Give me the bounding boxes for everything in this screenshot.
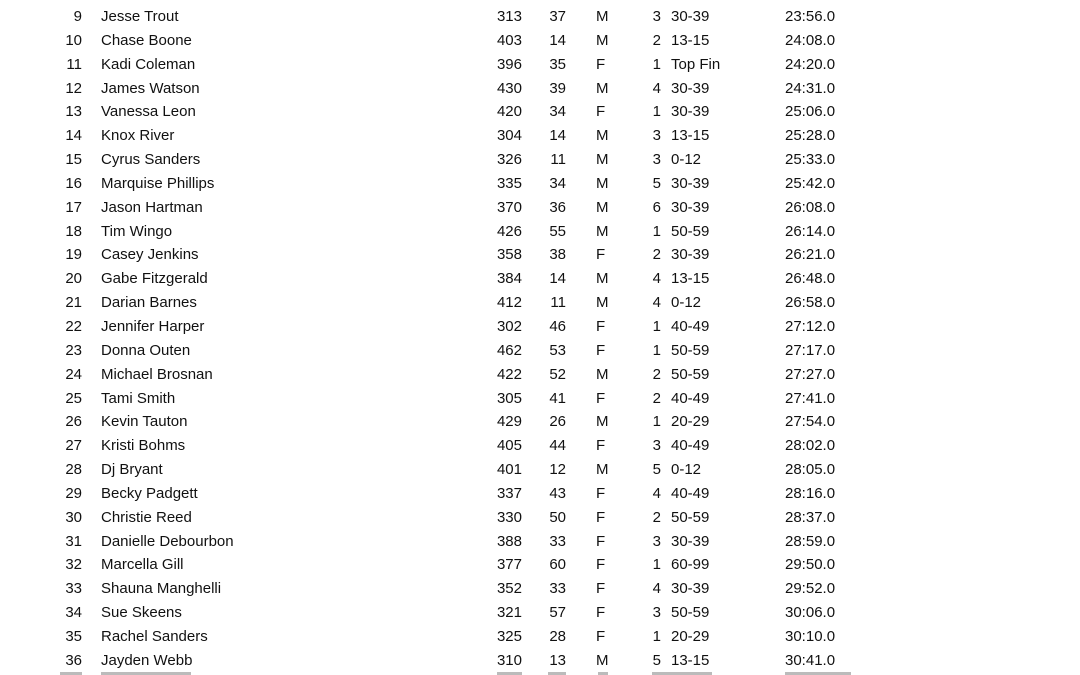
age-group: 20-29 xyxy=(671,413,710,431)
overall-place: 26 xyxy=(65,413,82,431)
overall-place: 33 xyxy=(65,580,82,598)
age-group: 50-59 xyxy=(671,222,710,240)
runner-name: Chase Boone xyxy=(101,31,192,49)
finish-time: 30:06.0 xyxy=(785,604,836,622)
finish-time: 27:27.0 xyxy=(785,365,836,383)
runner-age: 60 xyxy=(549,556,566,574)
runner-age: 57 xyxy=(549,604,566,622)
division-place: 4 xyxy=(652,270,661,288)
bib-number: 401 xyxy=(496,461,522,479)
runner-sex: F xyxy=(596,508,606,526)
runner-name: Vanessa Leon xyxy=(101,103,196,121)
runner-sex: F xyxy=(596,317,606,335)
runner-age: 13 xyxy=(549,651,566,669)
division-place: 1 xyxy=(652,55,661,73)
finish-time: 27:54.0 xyxy=(785,413,836,431)
runner-age: 11 xyxy=(550,151,566,169)
age-group: 30-39 xyxy=(671,103,710,121)
age-group: 40-49 xyxy=(671,437,710,455)
division-place: 5 xyxy=(652,461,661,479)
overall-place: 30 xyxy=(65,508,82,526)
runner-name: Jayden Webb xyxy=(101,651,193,669)
age-group: 40-49 xyxy=(671,317,710,335)
finish-time: 30:10.0 xyxy=(785,627,836,645)
age-group: 50-59 xyxy=(671,365,710,383)
finish-time: 27:41.0 xyxy=(785,389,836,407)
finish-time: 24:31.0 xyxy=(785,79,836,97)
division-place: 4 xyxy=(652,79,661,97)
overall-place: 31 xyxy=(65,532,82,550)
runner-sex: F xyxy=(596,627,606,645)
finish-time: 28:16.0 xyxy=(785,484,836,502)
result-row xyxy=(0,506,1080,530)
finish-time: 25:42.0 xyxy=(785,174,836,192)
runner-age: 14 xyxy=(549,127,566,145)
overall-place: 28 xyxy=(65,461,82,479)
runner-sex: M xyxy=(596,413,609,431)
runner-age: 41 xyxy=(549,389,566,407)
age-group: 50-59 xyxy=(671,341,710,359)
age-group: 13-15 xyxy=(671,31,710,49)
finish-time: 25:33.0 xyxy=(785,151,836,169)
runner-sex: M xyxy=(596,8,609,25)
age-group: 40-49 xyxy=(671,389,710,407)
age-group: Top Fin xyxy=(671,55,721,73)
finish-time: 27:12.0 xyxy=(785,317,836,335)
bib-number: 370 xyxy=(496,198,522,216)
result-row xyxy=(0,625,1080,649)
result-row xyxy=(0,291,1080,315)
runner-sex: M xyxy=(596,270,609,288)
overall-place: 19 xyxy=(65,246,82,264)
runner-sex: F xyxy=(596,389,606,407)
result-row xyxy=(0,339,1080,363)
age-group: 13-15 xyxy=(671,127,710,145)
bib-number: 422 xyxy=(496,365,522,383)
overall-place: 13 xyxy=(65,103,82,121)
division-place: 1 xyxy=(652,556,661,574)
finish-time: 26:48.0 xyxy=(785,270,836,288)
result-row xyxy=(0,458,1080,482)
finish-time: 28:05.0 xyxy=(785,461,836,479)
runner-age: 33 xyxy=(549,580,566,598)
runner-sex: M xyxy=(596,365,609,383)
result-row xyxy=(0,553,1080,577)
runner-name: Knox River xyxy=(101,127,175,145)
bib-number: 358 xyxy=(496,246,522,264)
age-group: 40-49 xyxy=(671,484,710,502)
overall-place: 17 xyxy=(65,198,82,216)
runner-name: Kristi Bohms xyxy=(101,437,186,455)
result-row xyxy=(0,29,1080,53)
bib-number: 305 xyxy=(496,389,522,407)
bib-number: 384 xyxy=(496,270,522,288)
runner-age: 14 xyxy=(549,270,566,288)
division-place: 6 xyxy=(652,198,661,216)
bib-number: 325 xyxy=(496,627,522,645)
overall-place: 25 xyxy=(65,389,82,407)
overall-place: 35 xyxy=(65,627,82,645)
runner-age: 55 xyxy=(549,222,566,240)
result-row xyxy=(0,243,1080,267)
result-row xyxy=(0,53,1080,77)
runner-sex: F xyxy=(596,580,606,598)
runner-age: 34 xyxy=(549,103,566,121)
finish-time: 26:21.0 xyxy=(785,246,836,264)
result-row xyxy=(0,434,1080,458)
division-place: 3 xyxy=(652,532,661,550)
runner-name: Kevin Tauton xyxy=(101,413,188,431)
age-group: 20-29 xyxy=(671,627,710,645)
runner-sex: F xyxy=(596,556,606,574)
bib-number: 326 xyxy=(496,151,522,169)
result-row xyxy=(0,315,1080,339)
division-place: 1 xyxy=(652,627,661,645)
division-place: 2 xyxy=(652,246,661,264)
overall-place: 18 xyxy=(65,222,82,240)
runner-sex: M xyxy=(596,222,609,240)
bib-number: 405 xyxy=(496,437,522,455)
runner-age: 36 xyxy=(549,198,566,216)
runner-sex: M xyxy=(596,79,609,97)
age-group: 50-59 xyxy=(671,508,710,526)
runner-sex: F xyxy=(596,55,606,73)
division-place: 3 xyxy=(652,604,661,622)
runner-age: 33 xyxy=(549,532,566,550)
division-place: 2 xyxy=(652,508,661,526)
age-group: 30-39 xyxy=(671,580,710,598)
finish-time: 28:37.0 xyxy=(785,508,836,526)
bib-number: 403 xyxy=(496,31,522,49)
runner-name: Jason Hartman xyxy=(101,198,203,216)
age-group: 30-39 xyxy=(671,532,710,550)
overall-place: 32 xyxy=(65,556,82,574)
finish-time: 27:17.0 xyxy=(785,341,836,359)
bib-number: 388 xyxy=(496,532,522,550)
division-place: 3 xyxy=(652,437,661,455)
runner-name: Sue Skeens xyxy=(101,604,182,622)
runner-age: 44 xyxy=(549,437,566,455)
bib-number: 304 xyxy=(496,127,522,145)
runner-sex: M xyxy=(596,198,609,216)
runner-age: 52 xyxy=(549,365,566,383)
bib-number: 337 xyxy=(496,484,522,502)
runner-name: Donna Outen xyxy=(101,341,191,359)
age-group: 30-39 xyxy=(671,174,710,192)
runner-name: Marcella Gill xyxy=(101,556,184,574)
runner-sex: F xyxy=(596,246,606,264)
division-place: 1 xyxy=(652,317,661,335)
bib-number: 310 xyxy=(496,651,522,669)
runner-sex: M xyxy=(596,651,609,669)
age-group: 0-12 xyxy=(671,461,702,479)
bib-number: 420 xyxy=(496,103,522,121)
runner-sex: F xyxy=(596,341,606,359)
division-place: 1 xyxy=(652,413,661,431)
runner-age: 53 xyxy=(549,341,566,359)
runner-name: Shauna Manghelli xyxy=(101,580,222,598)
age-group: 0-12 xyxy=(671,294,702,312)
overall-place: 22 xyxy=(65,317,82,335)
runner-name: Tim Wingo xyxy=(101,222,173,240)
bib-number: 412 xyxy=(496,294,522,312)
age-group: 0-12 xyxy=(671,151,702,169)
overall-place: 11 xyxy=(66,55,82,73)
runner-name: Tami Smith xyxy=(101,389,176,407)
runner-age: 34 xyxy=(549,174,566,192)
age-group: 30-39 xyxy=(671,246,710,264)
result-row xyxy=(0,410,1080,434)
runner-sex: M xyxy=(596,31,609,49)
runner-name: Christie Reed xyxy=(101,508,192,526)
runner-name: Casey Jenkins xyxy=(101,246,199,264)
runner-name: Jennifer Harper xyxy=(101,317,205,335)
finish-time: 29:50.0 xyxy=(785,556,836,574)
division-place: 4 xyxy=(652,580,661,598)
overall-place: 14 xyxy=(65,127,82,145)
runner-age: 38 xyxy=(549,246,566,264)
bib-number: 330 xyxy=(496,508,522,526)
bib-number: 426 xyxy=(496,222,522,240)
bib-number: 377 xyxy=(496,556,522,574)
result-row xyxy=(0,267,1080,291)
result-row xyxy=(0,77,1080,101)
finish-time: 23:56.0 xyxy=(785,8,836,25)
result-row xyxy=(0,172,1080,196)
bib-number: 313 xyxy=(496,8,522,25)
runner-age: 39 xyxy=(549,79,566,97)
finish-time: 26:58.0 xyxy=(785,294,836,312)
division-place: 2 xyxy=(652,31,661,49)
runner-sex: M xyxy=(596,294,609,312)
age-group: 60-99 xyxy=(671,556,710,574)
result-row xyxy=(0,482,1080,506)
finish-time: 24:20.0 xyxy=(785,55,836,73)
runner-sex: F xyxy=(596,532,606,550)
results-table xyxy=(0,5,1080,673)
division-place: 2 xyxy=(652,389,661,407)
runner-name: Danielle Debourbon xyxy=(101,532,234,550)
overall-place: 9 xyxy=(73,8,82,25)
division-place: 1 xyxy=(652,341,661,359)
runner-name: Michael Brosnan xyxy=(101,365,213,383)
runner-age: 12 xyxy=(549,461,566,479)
runner-name: Kadi Coleman xyxy=(101,55,196,73)
runner-name: Jesse Trout xyxy=(101,8,179,25)
result-row xyxy=(0,387,1080,411)
runner-sex: F xyxy=(596,437,606,455)
division-place: 2 xyxy=(652,365,661,383)
runner-name: Becky Padgett xyxy=(101,484,198,502)
runner-sex: F xyxy=(596,604,606,622)
result-row xyxy=(0,577,1080,601)
overall-place: 34 xyxy=(65,604,82,622)
runner-age: 28 xyxy=(549,627,566,645)
bib-number: 429 xyxy=(496,413,522,431)
division-place: 5 xyxy=(652,651,661,669)
runner-age: 46 xyxy=(549,317,566,335)
finish-time: 26:14.0 xyxy=(785,222,836,240)
result-row xyxy=(0,530,1080,554)
result-row xyxy=(0,220,1080,244)
age-group: 13-15 xyxy=(671,270,710,288)
overall-place: 21 xyxy=(65,294,82,312)
runner-age: 26 xyxy=(549,413,566,431)
overall-place: 15 xyxy=(65,151,82,169)
bib-number: 396 xyxy=(496,55,522,73)
runner-sex: F xyxy=(596,103,606,121)
division-place: 3 xyxy=(652,8,661,25)
cut-off-row-bottom xyxy=(0,670,1080,675)
result-row xyxy=(0,100,1080,124)
bib-number: 321 xyxy=(496,604,522,622)
runner-sex: M xyxy=(596,174,609,192)
division-place: 3 xyxy=(652,127,661,145)
cut-off-row-top xyxy=(0,0,1080,4)
result-row xyxy=(0,601,1080,625)
finish-time: 25:06.0 xyxy=(785,103,836,121)
runner-name: Darian Barnes xyxy=(101,294,197,312)
runner-name: Marquise Phillips xyxy=(101,174,215,192)
finish-time: 24:08.0 xyxy=(785,31,836,49)
runner-age: 14 xyxy=(549,31,566,49)
overall-place: 29 xyxy=(65,484,82,502)
age-group: 30-39 xyxy=(671,8,710,25)
overall-place: 20 xyxy=(65,270,82,288)
runner-age: 50 xyxy=(549,508,566,526)
runner-sex: F xyxy=(596,484,606,502)
runner-name: Cyrus Sanders xyxy=(101,151,201,169)
runner-age: 37 xyxy=(549,8,566,25)
bib-number: 430 xyxy=(496,79,522,97)
overall-place: 16 xyxy=(65,174,82,192)
runner-sex: M xyxy=(596,461,609,479)
finish-time: 28:02.0 xyxy=(785,437,836,455)
age-group: 50-59 xyxy=(671,604,710,622)
result-row xyxy=(0,148,1080,172)
finish-time: 30:41.0 xyxy=(785,651,836,669)
age-group: 13-15 xyxy=(671,651,710,669)
runner-sex: M xyxy=(596,151,609,169)
runner-name: Gabe Fitzgerald xyxy=(101,270,208,288)
division-place: 5 xyxy=(652,174,661,192)
runner-sex: M xyxy=(596,127,609,145)
result-row xyxy=(0,196,1080,220)
bib-number: 335 xyxy=(496,174,522,192)
overall-place: 36 xyxy=(65,651,82,669)
division-place: 4 xyxy=(652,484,661,502)
bib-number: 352 xyxy=(496,580,522,598)
bib-number: 302 xyxy=(496,317,522,335)
division-place: 3 xyxy=(652,151,661,169)
age-group: 30-39 xyxy=(671,79,710,97)
finish-time: 29:52.0 xyxy=(785,580,836,598)
overall-place: 24 xyxy=(65,365,82,383)
overall-place: 23 xyxy=(65,341,82,359)
overall-place: 27 xyxy=(65,437,82,455)
division-place: 4 xyxy=(652,294,661,312)
overall-place: 10 xyxy=(65,31,82,49)
finish-time: 28:59.0 xyxy=(785,532,836,550)
runner-age: 43 xyxy=(549,484,566,502)
result-row xyxy=(0,5,1080,29)
division-place: 1 xyxy=(652,103,661,121)
runner-name: Dj Bryant xyxy=(101,461,163,479)
bib-number: 462 xyxy=(496,341,522,359)
runner-name: Rachel Sanders xyxy=(101,627,208,645)
overall-place: 12 xyxy=(65,79,82,97)
age-group: 30-39 xyxy=(671,198,710,216)
finish-time: 25:28.0 xyxy=(785,127,836,145)
finish-time: 26:08.0 xyxy=(785,198,836,216)
runner-name: James Watson xyxy=(101,79,200,97)
division-place: 1 xyxy=(652,222,661,240)
runner-age: 11 xyxy=(550,294,566,312)
result-row xyxy=(0,363,1080,387)
runner-age: 35 xyxy=(549,55,566,73)
result-row xyxy=(0,124,1080,148)
